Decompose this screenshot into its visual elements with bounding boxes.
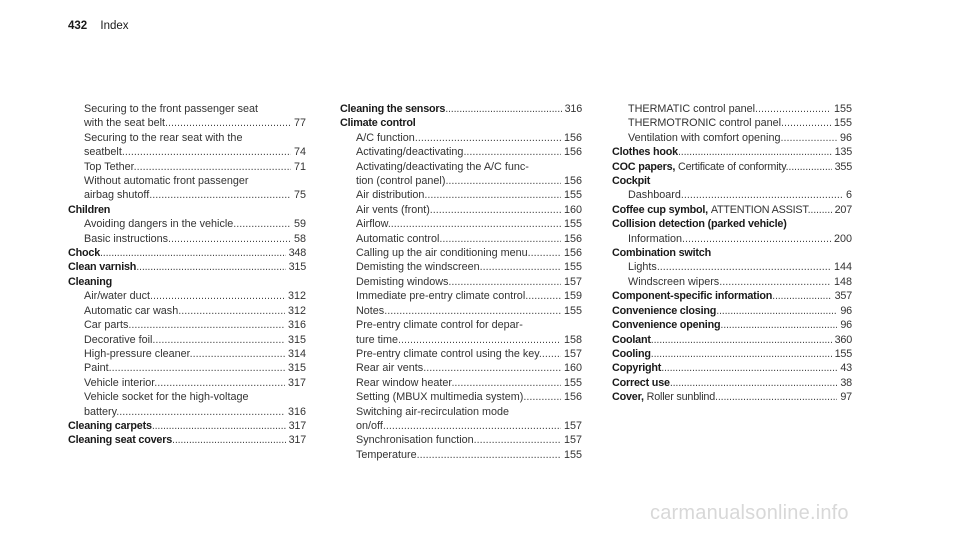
dot-leader [651,348,852,360]
dot-leader [152,420,306,432]
dot-leader [109,362,306,374]
index-subentry [340,174,582,188]
entry-text: Top Tether [84,160,134,173]
page-reference: 77 [291,116,306,130]
index-subentry [340,145,582,159]
page-reference: 38 [837,376,852,390]
index-subentry [340,433,582,447]
entry-text: Convenience opening [612,319,721,332]
page-reference: 155 [832,347,852,361]
index-heading [612,333,852,347]
index-subentry [68,333,306,347]
entry-text: Without automatic front passenger [84,175,249,188]
entry-text: Air distribution [356,189,425,202]
index-subentry [340,347,582,361]
index-subentry [68,160,306,174]
page-reference: 75 [291,188,306,202]
dot-leader [657,261,852,273]
dot-leader [100,247,306,259]
page-reference: 316 [285,318,306,332]
entry-text: Air/water duct [84,290,151,303]
entry-text: Securing to the rear seat with the [84,131,243,144]
page-reference: 348 [286,246,306,260]
index-subentry [340,390,582,404]
index-subentry [612,102,852,116]
index-subentry [340,232,582,246]
dot-leader [165,117,306,129]
entry-text: battery [84,405,117,418]
entry-text: Activating/deactivating the A/C func- [356,160,529,173]
entry-text: Cleaning the sensors [340,103,446,115]
page-reference: 207 [832,203,852,217]
dot-leader [154,377,306,389]
entry-text: Coolant [612,333,651,346]
page-reference: 157 [561,433,582,447]
page-reference: 316 [562,102,582,116]
index-subentry [68,376,306,390]
entry-text: Immediate pre-entry climate control [356,290,526,303]
index-heading [68,275,306,289]
index-column-3 [612,102,852,405]
page-reference: 96 [837,318,852,332]
entry-text: Rear window heater [356,376,452,389]
index-subentry [340,188,582,202]
page-reference: 315 [285,361,306,375]
page-reference: 357 [832,289,852,303]
page-reference: 315 [286,260,306,274]
entry-text: Copyright [612,362,662,375]
page-reference: 71 [291,160,306,174]
page-reference: 96 [837,304,852,318]
index-subentry [340,260,582,274]
index-heading [612,203,852,217]
page-reference: 156 [561,232,582,246]
entry-text: Cockpit [612,175,651,188]
dot-leader [152,334,306,346]
index-heading [612,304,852,318]
index-heading [612,361,852,375]
dot-leader [678,161,852,173]
entry-text: Cooling [612,347,651,360]
entry-text: Temperature [356,448,417,461]
page-reference: 315 [285,333,306,347]
page-reference: 157 [561,347,582,361]
page-number: 432 [68,20,88,32]
page-reference: 144 [831,260,852,274]
page-reference: 135 [832,145,852,159]
page-reference: 200 [831,232,852,246]
entry-text: Cleaning carpets [68,419,152,432]
entry-text: Decorative foil [84,333,153,346]
dot-leader [384,305,582,317]
index-subentry [612,131,852,145]
index-heading [612,246,852,260]
dot-leader [128,319,306,331]
index-subentry [68,188,306,202]
entry-text: Children [68,203,111,216]
page-reference: 316 [285,405,306,419]
dot-leader [670,377,852,389]
dot-leader [388,218,582,230]
entry-text: Airflow [356,218,388,231]
index-heading [340,102,582,116]
entry-text: seatbelt [84,146,122,159]
entry-text: Pre-entry climate control for depar- [356,319,523,332]
dot-leader [116,406,306,418]
page-reference: 155 [831,116,852,130]
page-reference: 156 [561,246,582,260]
index-column-1 [68,102,306,448]
dot-leader [716,305,852,317]
entry-text: Clean varnish [68,261,137,274]
dot-leader [423,362,582,374]
entry-text: THERMATIC control panel [628,103,756,115]
index-subentry [340,304,582,318]
index-subentry [340,160,582,174]
page-reference: 157 [561,419,582,433]
entry-text: Paint [84,362,109,375]
index-heading [68,419,306,433]
page-reference: 155 [561,448,582,462]
index-subentry [68,318,306,332]
entry-text: Correct use [612,376,670,389]
page-reference: 155 [561,217,582,231]
page-reference: 43 [837,361,852,375]
page-reference: 155 [561,260,582,274]
entry-text: Vehicle socket for the high-voltage [84,391,249,404]
entry-text: Rear air vents [356,362,424,375]
page-reference: 155 [561,304,582,318]
dot-leader [122,146,306,158]
entry-text: Windscreen wipers [628,275,720,288]
index-subentry [340,289,582,303]
page-reference: 155 [561,188,582,202]
index-heading [68,433,306,447]
page-reference: 58 [291,232,306,246]
page-header [68,18,129,34]
page-reference: 97 [837,390,852,404]
entry-text: Automatic control [356,232,440,245]
index-subentry [340,246,582,260]
dot-leader [682,233,852,245]
index-subentry [68,405,306,419]
index-heading [612,390,852,404]
index-heading [612,160,852,174]
entry-subtext: Roller sunblind [646,391,716,404]
page-reference: 156 [561,131,582,145]
page-reference: 59 [291,217,306,231]
index-subentry [340,131,582,145]
entry-text: Ventilation with comfort opening [628,131,781,144]
entry-text: ture time [356,333,399,346]
page-reference: 360 [832,333,852,347]
entry-text: Convenience closing [612,304,717,317]
entry-subtext: ATTENTION ASSIST [710,203,808,216]
dot-leader [415,132,582,144]
index-heading [68,246,306,260]
entry-text: Chock [68,247,100,260]
dot-leader [383,420,582,432]
dot-leader [647,391,852,403]
entry-text: airbag shutoff [84,189,150,202]
index-subentry [68,217,306,231]
index-subentry [68,289,306,303]
index-heading [340,116,582,130]
entry-text: Climate control [340,117,416,130]
dot-leader [134,161,306,173]
dot-leader [661,362,852,374]
dot-leader [417,449,582,461]
entry-text: Combination switch [612,247,711,260]
index-heading [68,260,306,274]
index-subentry [612,260,852,274]
page-reference: 158 [561,333,582,347]
entry-text: Component-specific information [612,290,773,303]
entry-text: with the seat belt [84,117,166,130]
page-reference: 160 [561,203,582,217]
entry-text: Information [628,232,683,245]
index-subentry [340,203,582,217]
entry-text: Synchronisation function [356,434,474,447]
dot-leader [651,334,852,346]
index-subentry [340,318,582,332]
entry-text: on/off [356,419,383,432]
index-heading [612,347,852,361]
index-subentry [340,405,582,419]
page-reference: 155 [561,376,582,390]
entry-text: Cleaning seat covers [68,434,173,447]
page-reference: 312 [285,289,306,303]
page-reference: 314 [285,347,306,361]
page-reference: 6 [843,188,852,202]
entry-text: Dashboard [628,189,681,202]
entry-text: A/C function [356,131,415,144]
index-heading [68,203,306,217]
index-subentry [68,174,306,188]
index-subentry [340,275,582,289]
entry-text: COC papers, [612,160,676,173]
index-heading [612,174,852,188]
index-subentry [340,333,582,347]
page-reference: 155 [831,102,852,116]
entry-text: Calling up the air conditioning menu [356,247,528,260]
dot-leader [681,189,852,201]
entry-text: Avoiding dangers in the vehicle [84,218,234,231]
index-heading [612,318,852,332]
entry-text: Demisting windows [356,275,449,288]
page-reference: 96 [837,131,852,145]
page-reference: 317 [286,433,306,447]
entry-text: tion (control panel) [356,175,446,188]
index-subentry [68,304,306,318]
page-reference: 156 [561,174,582,188]
index-subentry [340,361,582,375]
index-subentry [612,232,852,246]
watermark: carmanualsonline.info [650,502,849,524]
index-subentry [340,376,582,390]
index-subentry [68,102,306,116]
page-reference: 148 [831,275,852,289]
dot-leader [424,189,582,201]
page-reference: 156 [561,390,582,404]
index-heading [612,217,852,231]
entry-text: Car parts [84,319,129,332]
dot-leader [149,189,306,201]
dot-leader [168,233,306,245]
entry-text: Setting (MBUX multimedia system) [356,391,524,404]
page-reference: 159 [561,289,582,303]
entry-text: Securing to the front passenger seat [84,103,259,115]
entry-text: Lights [628,261,657,274]
entry-text: Coffee cup symbol, [612,203,708,216]
dot-leader [150,290,306,302]
index-subentry [68,390,306,404]
entry-text: Switching air-recirculation mode [356,405,510,418]
index-heading [612,289,852,303]
index-subentry [340,217,582,231]
index-subentry [68,145,306,159]
dot-leader [136,261,306,273]
page-reference: 156 [561,145,582,159]
entry-text: Demisting the windscreen [356,261,480,274]
entry-text: Cleaning [68,275,112,288]
entry-text: Collision detection (parked vehicle) [612,218,787,231]
dot-leader [398,334,582,346]
entry-text: Pre-entry climate control using the key [356,347,539,360]
dot-leader [678,146,852,158]
entry-text: High-pressure cleaner [84,347,190,360]
index-subentry [612,188,852,202]
entry-text: Clothes hook [612,146,678,159]
index-heading [612,376,852,390]
dot-leader [720,319,852,331]
page-reference: 317 [285,376,306,390]
dot-leader [430,204,582,216]
page-reference: 160 [561,361,582,375]
index-heading [612,145,852,159]
index-subentry [68,347,306,361]
entry-text: Activating/deactivating [356,146,464,159]
index-subentry [68,361,306,375]
index-column-2 [340,102,582,462]
entry-text: Basic instructions [84,232,169,245]
index-subentry [68,116,306,130]
entry-text: Automatic car wash [84,304,179,317]
entry-text: Cover, [612,391,644,404]
index-subentry [612,275,852,289]
page-reference: 312 [285,304,306,318]
index-subentry [68,131,306,145]
entry-text: THERMOTRONIC control panel [628,117,781,130]
index-subentry [340,419,582,433]
index-subentry [340,448,582,462]
index-subentry [612,116,852,130]
page-reference: 74 [291,145,306,159]
entry-text: Air vents (front) [356,203,430,216]
index-subentry [68,232,306,246]
entry-subtext: Certificate of conformity [678,160,786,173]
entry-text: Notes [356,304,385,317]
section-title: Index [100,20,129,32]
page-reference: 317 [286,419,306,433]
page-reference: 157 [561,275,582,289]
page-reference: 355 [832,160,852,174]
entry-text: Vehicle interior [84,376,155,389]
